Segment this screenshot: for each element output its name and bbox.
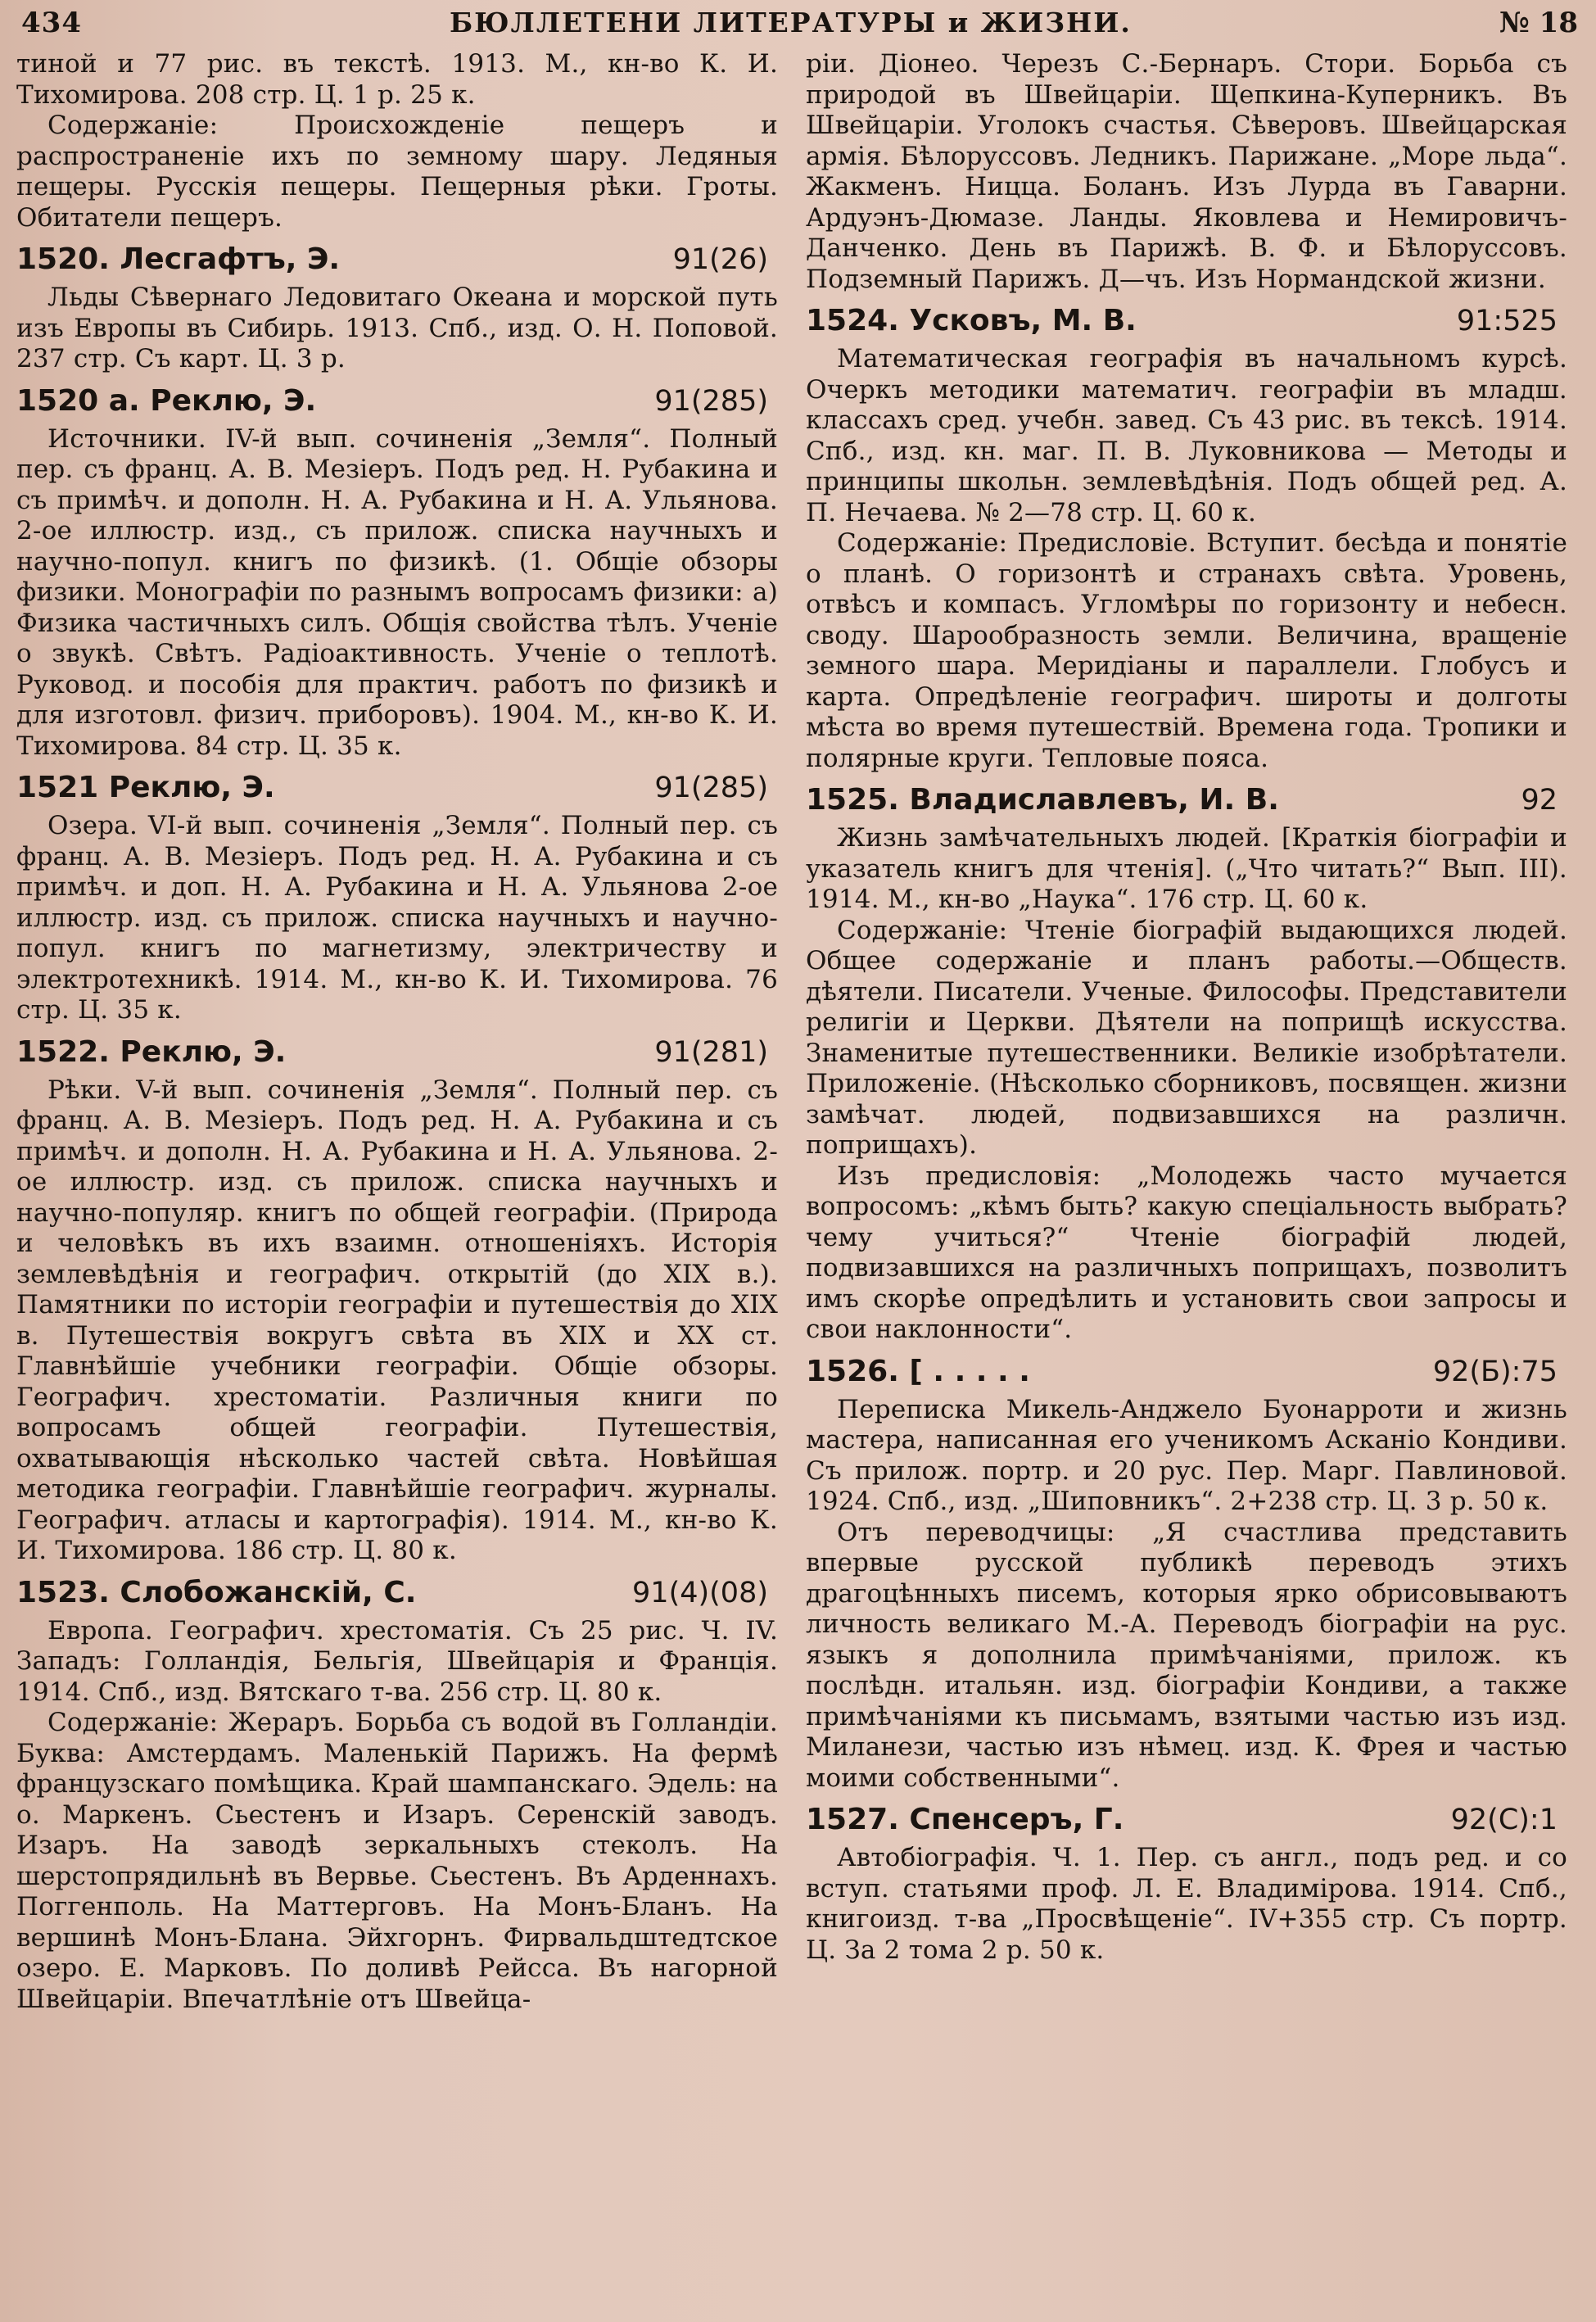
entry-text: Математическая географія въ начальномъ курсѣ. Очеркъ методики математич. географіи въ младш. классахъ сред. учебн. завед. Съ 43 рис. въ тексѣ. 1914. Спб., изд. кн. маг. П. В. Луковникова — Методы и принципы школьн. землевѣдѣнія. Подъ общей ред. А. П. Нечаева. № 2—78 стр. Ц. 60 к. [806,344,1567,527]
entry-text: Рѣки. V-й вып. сочиненія „Земля“. Полный пер. съ франц. А. В. Мезіеръ. Подъ ред. Н. А. Рубакина и съ примѣч. и дополн. Н. А. Рубакина и Н. А. Ульянова. 2-ое иллюстр. изд. съ прилож. списка научныхъ и научно-популяр. книгъ по общей географіи. (Природа и человѣкъ въ ихъ взаимн. отношеніяхъ. Исторія землевѣдѣнія и географич. открытій (до XIX в.). Памятники по исторіи географіи и путешествія до XIX в. Путешествія вокругъ свѣта въ XIX и XX ст. Главнѣйшіе учебники географіи. Общіе обзоры. Географич. хрестоматіи. Различныя книги по вопросамъ общей географіи. Путешествія, охватывающія нѣсколько частей свѣта. Новѣйшая методика географіи. Главнѣйшіе географич. журналы. Географич. атласы и картографія). 1914. М., кн-во К. И. Тихомирова. 186 стр. Ц. 80 к. [16,1075,778,1565]
contents-paragraph: Содержаніе: Чтеніе біографій выдающихся людей. Общее содержаніе и планъ работы.—Обществ. дѣятели. Писатели. Ученые. Философы. Представители религіи и Церкви. Дѣятели на поприщѣ искусства. Знаменитые путешественники. Великіе изобрѣтатели. Приложеніе. (Нѣсколько сборниковъ, посвящен. жизни замѣчат. людей, подвизавшихся на различн. поприщахъ). [806,915,1567,1160]
entry-text: Автобіографія. Ч. 1. Пер. съ англ., подъ ред. и со вступ. статьями проф. Л. Е. Владимірова. 1914. Спб., книгоизд. т-ва „Просвѣщеніе“. IV+355 стр. Съ портр. Ц. За 2 тома 2 р. 50 к. [806,1843,1567,1965]
page-number: 434 [21,7,82,39]
classification-code: 91(285) [654,384,768,418]
journal-title: БЮЛЛЕТЕНИ ЛИТЕРАТУРЫ и ЖИЗНИ. [449,7,1132,38]
entry-author: 1527. Спенсеръ, Г. [806,1803,1124,1836]
running-header [16,7,1583,48]
right-column [806,49,1567,2015]
continued-text: ріи. Діонео. Черезъ С.-Бернаръ. Стори. Борьба съ природой въ Швейцаріи. Щепкина-Куперникъ. Въ Швейцаріи. Уголокъ счастья. Сѣверовъ. Швейцарская армія. Бѣлоруссовъ. Ледникъ. Парижане. „Море льда“. Жакменъ. Ницца. Боланъ. Изъ Лурда въ Гаварни. Ардуэнъ-Дюмазе. Ланды. Яковлева и Немировичъ-Данченко. День въ Парижѣ. В. Ф. и Бѣлоруссовъ. Подземный Парижъ. Д—чъ. Изъ Нормандской жизни. [806,49,1567,294]
classification-code: 91(281) [654,1035,768,1069]
entry-text: Льды Сѣвернаго Ледовитаго Океана и морской путь изъ Европы въ Сибирь. 1913. Спб., изд. О. Н. Поповой. 237 стр. Съ карт. Ц. 3 р. [16,283,778,373]
entry-heading [806,782,1567,818]
entry-author: 1526. [ . . . . . [806,1354,1030,1388]
entry-heading [16,1034,778,1070]
classification-code: 92 [1521,784,1558,817]
classification-code: 91(285) [654,772,768,804]
classification-code: 92(С):1 [1450,1804,1558,1836]
entry-heading [806,303,1567,339]
contents-paragraph: Содержаніе: Жераръ. Борьба съ водой въ Голландіи. Буква: Амстердамъ. Маленькій Парижъ. На фермѣ французскаго помѣщика. Край шампанскаго. Эдель: на о. Маркенъ. Сьестенъ и Изаръ. Серенскій заводъ. Изаръ. На заводѣ зеркальныхъ стеколъ. На шерстопрядильнѣ въ Вервье. Сьестенъ. Въ Арденнахъ. Поггенполь. На Маттерговъ. На Монъ-Бланъ. На вершинѣ Монъ-Блана. Эйхгорнъ. Фирвальдштедтское озеро. Е. Марковъ. По доливѣ Рейсса. Въ нагорной Швейцаріи. Впечатлѣніе отъ Швейца- [16,1708,778,2014]
continued-text: тиной и 77 рис. въ текстѣ. 1913. М., кн-во К. И. Тихомирова. 208 стр. Ц. 1 р. 25 к. [16,49,778,110]
preface-quote: Изъ предисловія: „Молодежь часто мучается вопросомъ: „кѣмъ быть? какую спеціальность выбрать? чему учиться?“ Чтеніе біографій людей, подвизавшихся на различныхъ поприщахъ, позволитъ имъ скорѣе опредѣлить и установить свои запросы и свои наклонности“. [806,1161,1567,1344]
entry-heading [806,1354,1567,1390]
entry-text: Жизнь замѣчательныхъ людей. [Краткія біографіи и указатель книгъ для чтенія]. („Что читать?“ Вып. III). 1914. М., кн-во „Наука“. 176 стр. Ц. 60 к. [806,823,1567,914]
entry-author: 1525. Владиславлевъ, И. В. [806,783,1279,817]
translator-note: Отъ переводчицы: „Я счастлива представить впервые русской публикѣ переводъ этихъ драгоцѣнныхъ писемъ, которыя ярко обрисовываютъ личность великаго М.-А. Переводъ біографіи на рус. языкъ я дополнила примѣчаніями, прилож. къ послѣдн. итальян. изд. біографіи Кондиви, а также примѣчаніями къ письмамъ, взятыми частью изъ изд. Миланези, частью изъ нѣмец. изд. К. Фрея и частью моими собственными“. [806,1517,1567,1793]
left-column [16,49,778,2015]
entry-author: 1520. Лесгафтъ, Э. [16,242,341,276]
issue-number: № 18 [1499,7,1578,39]
entry-heading [806,1802,1567,1838]
classification-code: 91:525 [1456,305,1558,337]
entry-author: 1524. Усковъ, М. В. [806,304,1137,337]
classification-code: 92(Б):75 [1432,1355,1558,1388]
contents-paragraph: Содержаніе: Происхожденіе пещеръ и распространеніе ихъ по земному шару. Ледяныя пещеры. Русскія пещеры. Пещерныя рѣки. Гроты. Обитатели пещеръ. [16,111,778,233]
entry-text: Переписка Микель-Анджело Буонарроти и жизнь мастера, написанная его ученикомъ Асканіо Кондиви. Съ прилож. портр. и 20 рус. Пер. Марг. Павлиновой. 1924. Спб., изд. „Шиповникъ“. 2+238 стр. Ц. 3 р. 50 к. [806,1394,1567,1516]
entry-heading [16,242,778,278]
entry-text: Источники. IV-й вып. сочиненія „Земля“. Полный пер. съ франц. А. В. Мезіеръ. Подъ ред. Н. Рубакина и съ примѣч. и дополн. Н. А. Рубакина и Н. А. Ульянова. 2-ое иллюстр. изд., съ прилож. списка научныхъ и научно-попул. книгъ по физикѣ. (1. Общіе обзоры физики. Монографіи по разнымъ вопросамъ физики: а) Физика частичныхъ силъ. Общія свойства тѣлъ. Ученіе о звукѣ. Свѣтъ. Радіоактивность. Ученіе о теплотѣ. Руковод. и пособія для практич. работъ по физикѣ и для изготовл. физич. приборовъ). 1904. М., кн-во К. И. Тихомирова. 84 стр. Ц. 35 к. [16,423,778,761]
entry-author: 1521 Реклю, Э. [16,771,275,804]
entry-heading [16,383,778,419]
entry-author: 1520 а. Реклю, Э. [16,383,317,418]
entry-text: Озера. VI-й вып. сочиненія „Земля“. Полный пер. съ франц. А. В. Мезіеръ. Подъ ред. Н. А. Рубакина и съ примѣч. и доп. Н. А. Рубакина и Н. А. Ульянова 2-ое иллюстр. изд. съ прилож. списка научныхъ и научно-попул. книгъ по магнетизму, электричеству и электротехникѣ. 1914. М., кн-во К. И. Тихомирова. 76 стр. Ц. 35 к. [16,811,778,1025]
entry-author: 1523. Слобожанскій, С. [16,1575,417,1609]
contents-paragraph: Содержаніе: Предисловіе. Вступит. бесѣда и понятіе о планѣ. О горизонтѣ и странахъ свѣта. Уровень, отвѣсъ и компасъ. Угломѣры по горизонту и небесн. своду. Шарообразность земли. Величина, вращеніе земного шара. Меридіаны и параллели. Глобусъ и карта. Опредѣленіе географич. широты и долготы мѣста во время путешествій. Времена года. Тропики и полярные круги. Тепловые пояса. [806,528,1567,773]
classification-code: 91(26) [672,243,768,276]
text-columns [16,48,1583,2015]
entry-heading [16,1575,778,1611]
entry-heading [16,770,778,806]
entry-text: Европа. Географич. хрестоматія. Съ 25 рис. Ч. IV. Западъ: Голландія, Бельгія, Швейцарія и Франція. 1914. Спб., изд. Вятскаго т-ва. 256 стр. Ц. 80 к. [16,1615,778,1707]
classification-code: 91(4)(08) [632,1576,768,1609]
entry-author: 1522. Реклю, Э. [16,1034,287,1069]
